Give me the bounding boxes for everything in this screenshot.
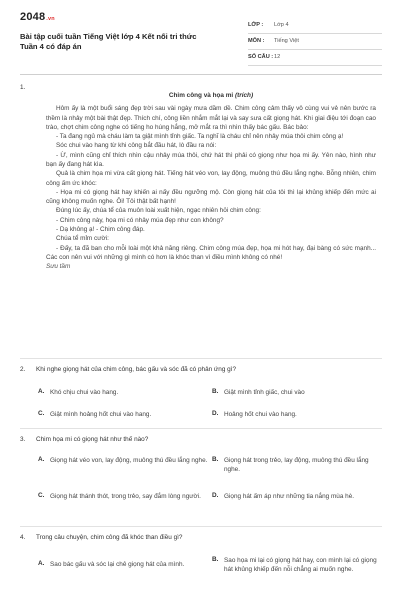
option-letter: C. (38, 410, 45, 417)
passage-paragraph: Quả là chim họa mi vừa cất giọng hát. Tiếng hát véo von, lay động, muông thú đều lắng nghe. Bỗng nhiên, chim công ấm ức khóc: (46, 170, 376, 187)
header (20, 8, 382, 72)
option-letter: C. (38, 492, 45, 499)
question-4-options (20, 556, 382, 596)
passage-paragraph: Chúa tể mỉm cười: (56, 235, 109, 243)
passage-paragraph: - Họa mi có giọng hát hay khiến ai nấy đều ngưỡng mộ. Còn giọng hát của tôi thì lại khủng khiếp đến mức ai cũng không muốn nghe. Ôi! Tôi thật bất hạnh! (46, 188, 376, 206)
option-letter: D. (212, 492, 219, 499)
meta-row-count (248, 50, 382, 66)
meta-key: LỚP : (248, 21, 264, 28)
option-d[interactable] (212, 410, 382, 419)
site-logo[interactable] (20, 10, 55, 24)
question-divider (20, 358, 382, 359)
option-text: Hoảng hốt chui vào hang. (224, 411, 297, 418)
option-text: Sao họa mi lại có giọng hát hay, con mình lại có giọng hát khủng khiếp đến nỗi chẳng ai muốn nghe. (224, 557, 377, 574)
logo-main: 2048 (20, 11, 46, 23)
passage-paragraph: Hôm ấy là một buổi sáng đẹp trời sau vài ngày mưa dầm dề. Chim công cảm thấy vô cùng vui vẻ nên bước ra thềm là nhảy một bài thật đẹp. Thích chí, công liền nhắm mắt lại và say sưa cất giọng hát. Khi giai điệu tới đoạn cao trào, chợt chim công nghe có tiếng ho húng hắng, mở mắt ra thì nhìn thấy bác gấu. Bác bảo: (46, 105, 376, 131)
passage-source: Sưu tầm (46, 263, 71, 271)
option-c[interactable] (38, 492, 208, 501)
option-letter: B. (212, 556, 219, 563)
option-text: Khó chịu chui vào hang. (50, 389, 119, 396)
option-letter: A. (38, 456, 45, 463)
question-number: 4. (20, 534, 26, 541)
passage-paragraph: - Đấy, ta đã ban cho mỗi loài một khả năng riêng. Chim công múa đẹp, họa mi hót hay, đại bàng có sức mạnh... Các con nên vui với những gì mình có hơn là khóc than vì điều mình không có nhé! (46, 244, 376, 261)
logo-suffix: .vn (46, 16, 55, 22)
option-text: Sao bác gấu và sóc lại chê giọng hát của mình. (50, 561, 185, 568)
meta-row-grade (248, 18, 382, 34)
option-text: Giọng hát thánh thót, trong trẻo, say đắm lòng người. (50, 493, 201, 500)
question-divider (20, 526, 382, 527)
meta-row-subject (248, 34, 382, 50)
passage-paragraph: - Chim công này, họa mi có nhảy múa đẹp như con không? (56, 216, 224, 224)
question-3-options (20, 456, 382, 520)
option-text: Giọng hát véo von, lay động, muông thú đều lắng nghe. (50, 457, 208, 464)
passage-title-text: Chim công và họa mi (168, 92, 234, 99)
question-divider (20, 428, 382, 429)
question-2-options (20, 388, 382, 424)
option-a[interactable] (38, 456, 208, 465)
passage-paragraph: - Dạ không ạ! - Chim công đáp. (56, 225, 145, 233)
question-number: 1. (20, 84, 26, 91)
question-3 (20, 436, 382, 448)
passage-paragraph: - Ta đang ngủ mà cháu làm ta giật mình tỉnh giấc. Ta nghĩ là cháu chỉ nên nhảy múa thôi chim công ạ! (56, 133, 344, 141)
option-c[interactable] (38, 410, 208, 419)
meta-value: Lớp 4 (274, 21, 289, 28)
option-letter: D. (212, 410, 219, 417)
question-number: 2. (20, 366, 26, 373)
question-text: Trong câu chuyện, chim công đã khóc than điều gì? (36, 534, 183, 541)
meta-table (248, 18, 382, 66)
option-b[interactable] (212, 556, 382, 575)
passage-paragraph: Sóc chui vào hang từ khi công bắt đầu hát, lò đầu ra nói: (56, 142, 217, 150)
option-text: Giọng hát ấm áp như những tia nắng mùa hè. (224, 493, 355, 500)
meta-value: Tiếng Việt (274, 37, 299, 44)
document-title: Bài tập cuối tuần Tiếng Việt lớp 4 Kết nối tri thức Tuần 4 có đáp án (20, 32, 197, 51)
option-a[interactable] (38, 560, 208, 569)
question-2 (20, 366, 382, 378)
question-text: Khi nghe giọng hát của chim công, bác gấu và sóc đã có phản ứng gì? (36, 366, 237, 373)
option-text: Giọng hát trong trẻo, lay động, muông thú đều lắng nghe. (224, 457, 369, 474)
option-a[interactable] (38, 388, 208, 397)
passage-paragraph: - Ừ, mình cũng chỉ thích nhìn cậu nhảy múa thôi, chứ hát thì phải có giọng như họa mi ấy. Yên nào, hình như bạn ấy đang hát kìa. (46, 151, 376, 169)
passage-title (46, 92, 376, 100)
passage-title-note: (trích) (234, 92, 254, 99)
option-b[interactable] (212, 456, 382, 475)
meta-value: 12 (274, 53, 281, 60)
option-d[interactable] (212, 492, 382, 501)
option-letter: A. (38, 388, 45, 395)
option-letter: B. (212, 456, 219, 463)
option-letter: B. (212, 388, 219, 395)
option-letter: A. (38, 560, 45, 567)
question-1 (20, 84, 382, 352)
passage-paragraph: Đúng lúc ấy, chúa tể của muôn loài xuất hiện, ngạc nhiên hỏi chim công: (56, 207, 261, 215)
question-number: 3. (20, 436, 26, 443)
meta-key: MÔN : (248, 37, 265, 44)
option-text: Giật mình tỉnh giấc, chui vào (224, 389, 305, 396)
question-text: Chim họa mi có giọng hát như thế nào? (36, 436, 149, 443)
header-divider (20, 74, 382, 75)
meta-key: SỐ CÂU : (248, 53, 274, 60)
option-b[interactable] (212, 388, 382, 397)
option-text: Giật mình hoảng hốt chui vào hang. (50, 411, 152, 418)
reading-passage (46, 92, 376, 271)
question-4 (20, 534, 382, 546)
